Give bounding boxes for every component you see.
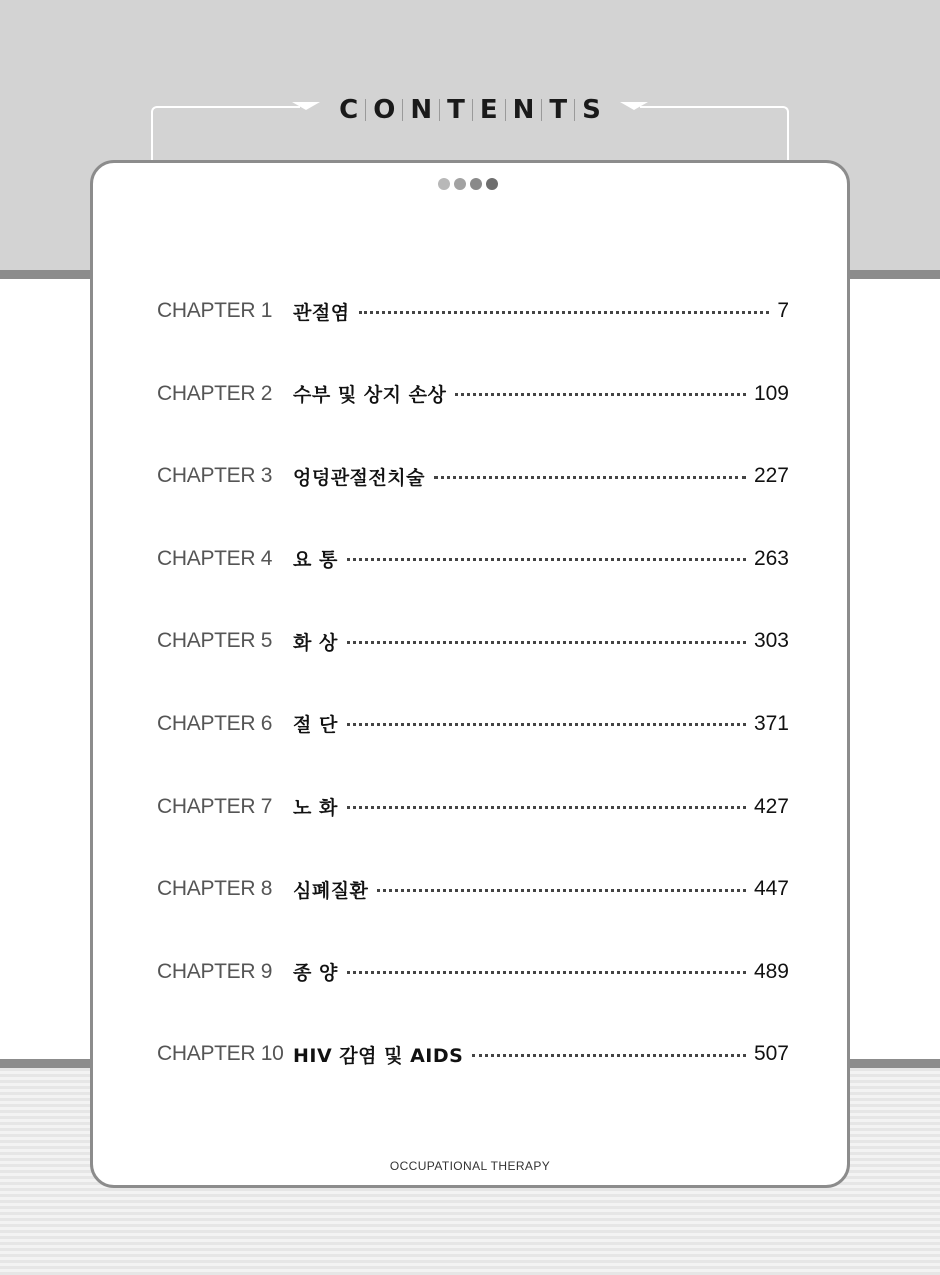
toc-entry-9[interactable] — [157, 953, 789, 991]
title-letter: O — [373, 95, 396, 125]
chapter-title: 심폐질환 — [293, 879, 369, 902]
toc-entry-10[interactable] — [157, 1035, 789, 1073]
chapter-label: CHAPTER 6 — [157, 711, 273, 735]
chapter-title: HIV 감염 및 AIDS — [293, 1044, 464, 1067]
toc-entry-2[interactable] — [157, 375, 789, 413]
dot-leader — [347, 723, 746, 726]
page-number: 263 — [753, 546, 789, 570]
dot-leader — [347, 641, 746, 644]
dot-icon — [486, 178, 498, 190]
title-letter: T — [447, 95, 465, 125]
chapter-title: 화 상 — [293, 631, 338, 654]
wedge-right-icon — [620, 102, 648, 110]
chapter-label: CHAPTER 7 — [157, 794, 273, 818]
chapter-label: CHAPTER 5 — [157, 629, 273, 653]
page-number: 109 — [753, 381, 789, 405]
title-letter: N — [512, 95, 535, 125]
page-number: 427 — [753, 794, 789, 818]
dot-icon — [454, 178, 466, 190]
chapter-title: 절 단 — [293, 714, 338, 737]
title-letter: S — [582, 95, 601, 125]
toc-entry-7[interactable] — [157, 788, 789, 826]
chapter-label: CHAPTER 2 — [157, 381, 273, 405]
toc-entry-4[interactable] — [157, 540, 789, 578]
chapter-label: CHAPTER 4 — [157, 546, 273, 570]
chapter-title: 노 화 — [293, 797, 338, 820]
chapter-label: CHAPTER 8 — [157, 877, 273, 901]
dot-leader — [377, 889, 746, 892]
title-letter: C — [339, 95, 359, 125]
dot-leader — [472, 1054, 746, 1057]
chapter-label: CHAPTER 9 — [157, 959, 273, 983]
chapter-label: CHAPTER 1 — [157, 299, 273, 322]
chapter-title: 엉덩관절전치술 — [293, 466, 425, 489]
toc-entry-6[interactable] — [157, 705, 789, 743]
page-number: 371 — [753, 711, 789, 735]
wedge-left-icon — [292, 102, 320, 110]
decorative-dots — [438, 178, 498, 190]
title-letter: E — [479, 95, 498, 125]
toc-entry-1[interactable] — [157, 292, 789, 330]
dot-leader — [347, 558, 746, 561]
page-number: 227 — [753, 464, 789, 488]
chapter-title: 요 통 — [293, 549, 338, 572]
dot-leader — [347, 806, 746, 809]
page-number: 303 — [753, 629, 789, 653]
page-number: 489 — [753, 959, 789, 983]
toc-entry-3[interactable] — [157, 457, 789, 495]
title-letter: T — [549, 95, 568, 125]
chapter-title: 수부 및 상지 손상 — [293, 384, 447, 407]
dot-leader — [434, 476, 746, 479]
dot-icon — [470, 178, 482, 190]
footer-text: OCCUPATIONAL THERAPY — [389, 1159, 551, 1173]
chapter-label: CHAPTER 10 — [157, 1042, 284, 1066]
dot-leader — [455, 393, 746, 396]
chapter-title: 관절염 — [293, 301, 350, 324]
page-number: 447 — [753, 877, 789, 901]
contents-title — [332, 95, 608, 125]
contents-title-block — [300, 92, 640, 128]
page-number: 7 — [777, 299, 789, 322]
dot-leader — [359, 311, 770, 314]
title-letter: N — [410, 95, 433, 125]
chapter-label: CHAPTER 3 — [157, 464, 273, 488]
toc-entry-5[interactable] — [157, 622, 789, 660]
dot-leader — [347, 971, 746, 974]
dot-icon — [438, 178, 450, 190]
page-number: 507 — [753, 1042, 789, 1066]
table-of-contents — [157, 292, 789, 1118]
toc-entry-8[interactable] — [157, 870, 789, 908]
chapter-title: 종 양 — [293, 962, 338, 985]
